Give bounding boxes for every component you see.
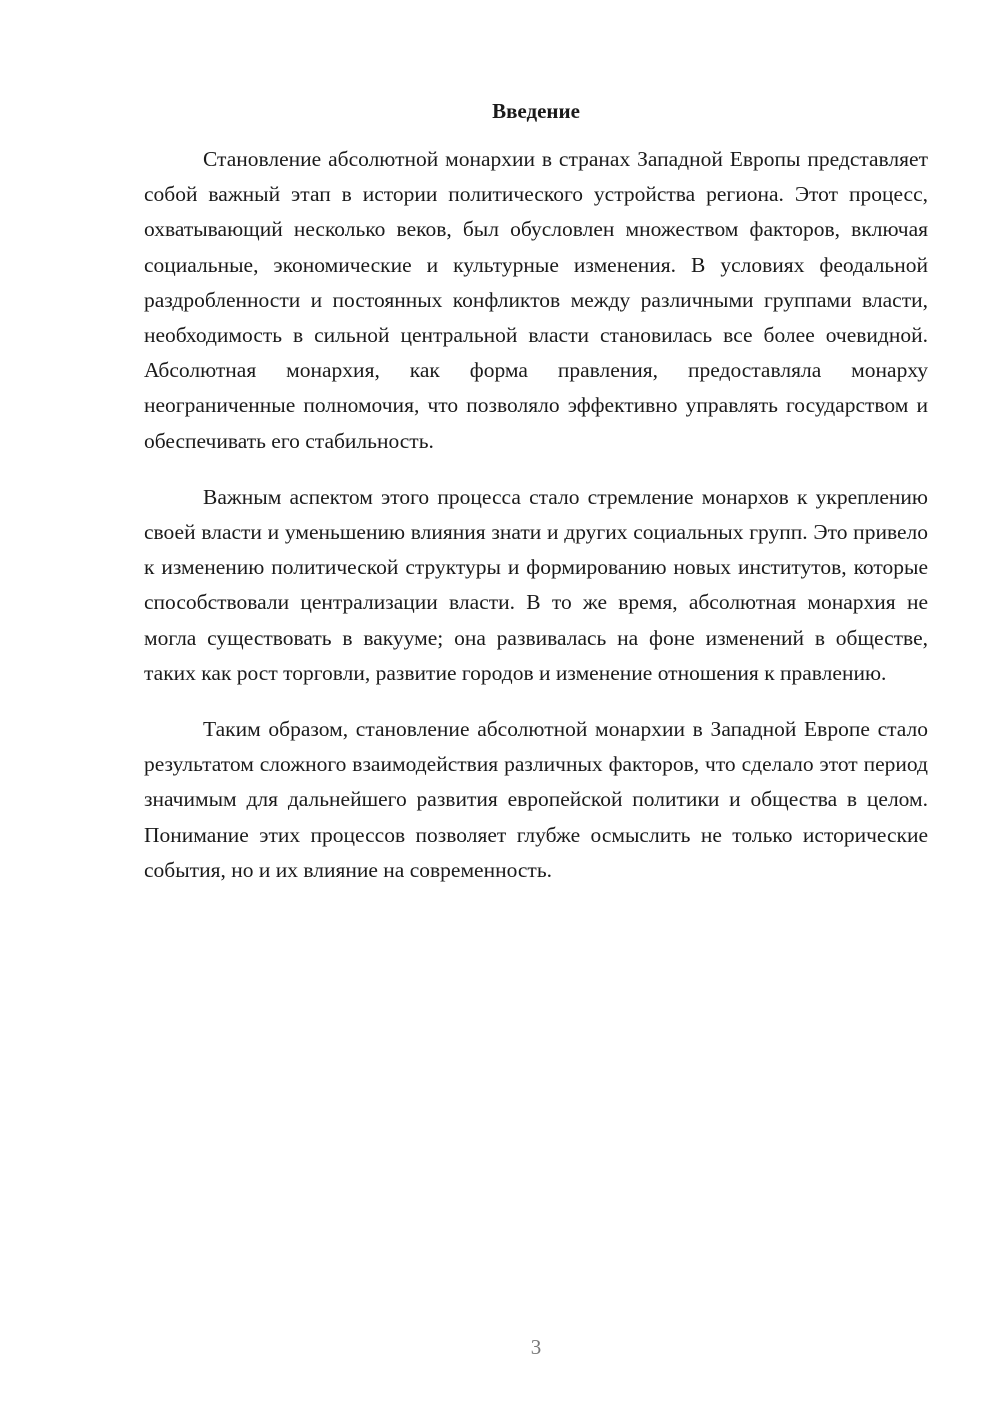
paragraph-2: Важным аспектом этого процесса стало стремление монархов к укреплению своей власти и уменьшению влияния знати и других социальных групп. Это привело к изменению политической структуры и формированию новых институтов, которые способствовали централизации власти. В то же время, абсолютная монархия не могла существовать в вакууме; она развивалась на фоне изменений в обществе, таких как рост торговли, развитие городов и изменение отношения к правлению. (144, 484, 928, 685)
body-text (144, 142, 928, 909)
paragraph-1: Становление абсолютной монархии в странах Западной Европы представляет собой важный этап в истории политического устройства региона. Этот процесс, охватывающий несколько веков, был обусловлен множеством факторов, включая социальные, экономические и культурные изменения. В условиях феодальной раздробленности и постоянных конфликтов между различными группами власти, необходимость в сильной центральной власти становилась все более очевидной. Абсолютная монархия, как форма правления, предоставляла монарху неограниченные полномочия, что позволяло эффективно управлять государством и обеспечивать его стабильность. (144, 147, 928, 453)
page-number: 3 (530, 1335, 542, 1359)
section-heading: Введение (492, 99, 580, 123)
paragraph-3: Таким образом, становление абсолютной монархии в Западной Европе стало результатом сложного взаимодействия различных факторов, что сделало этот период значимым для дальнейшего развития европейской политики и общества в целом. Понимание этих процессов позволяет глубже осмыслить не только исторические события, но и их влияние на современность. (144, 717, 928, 882)
